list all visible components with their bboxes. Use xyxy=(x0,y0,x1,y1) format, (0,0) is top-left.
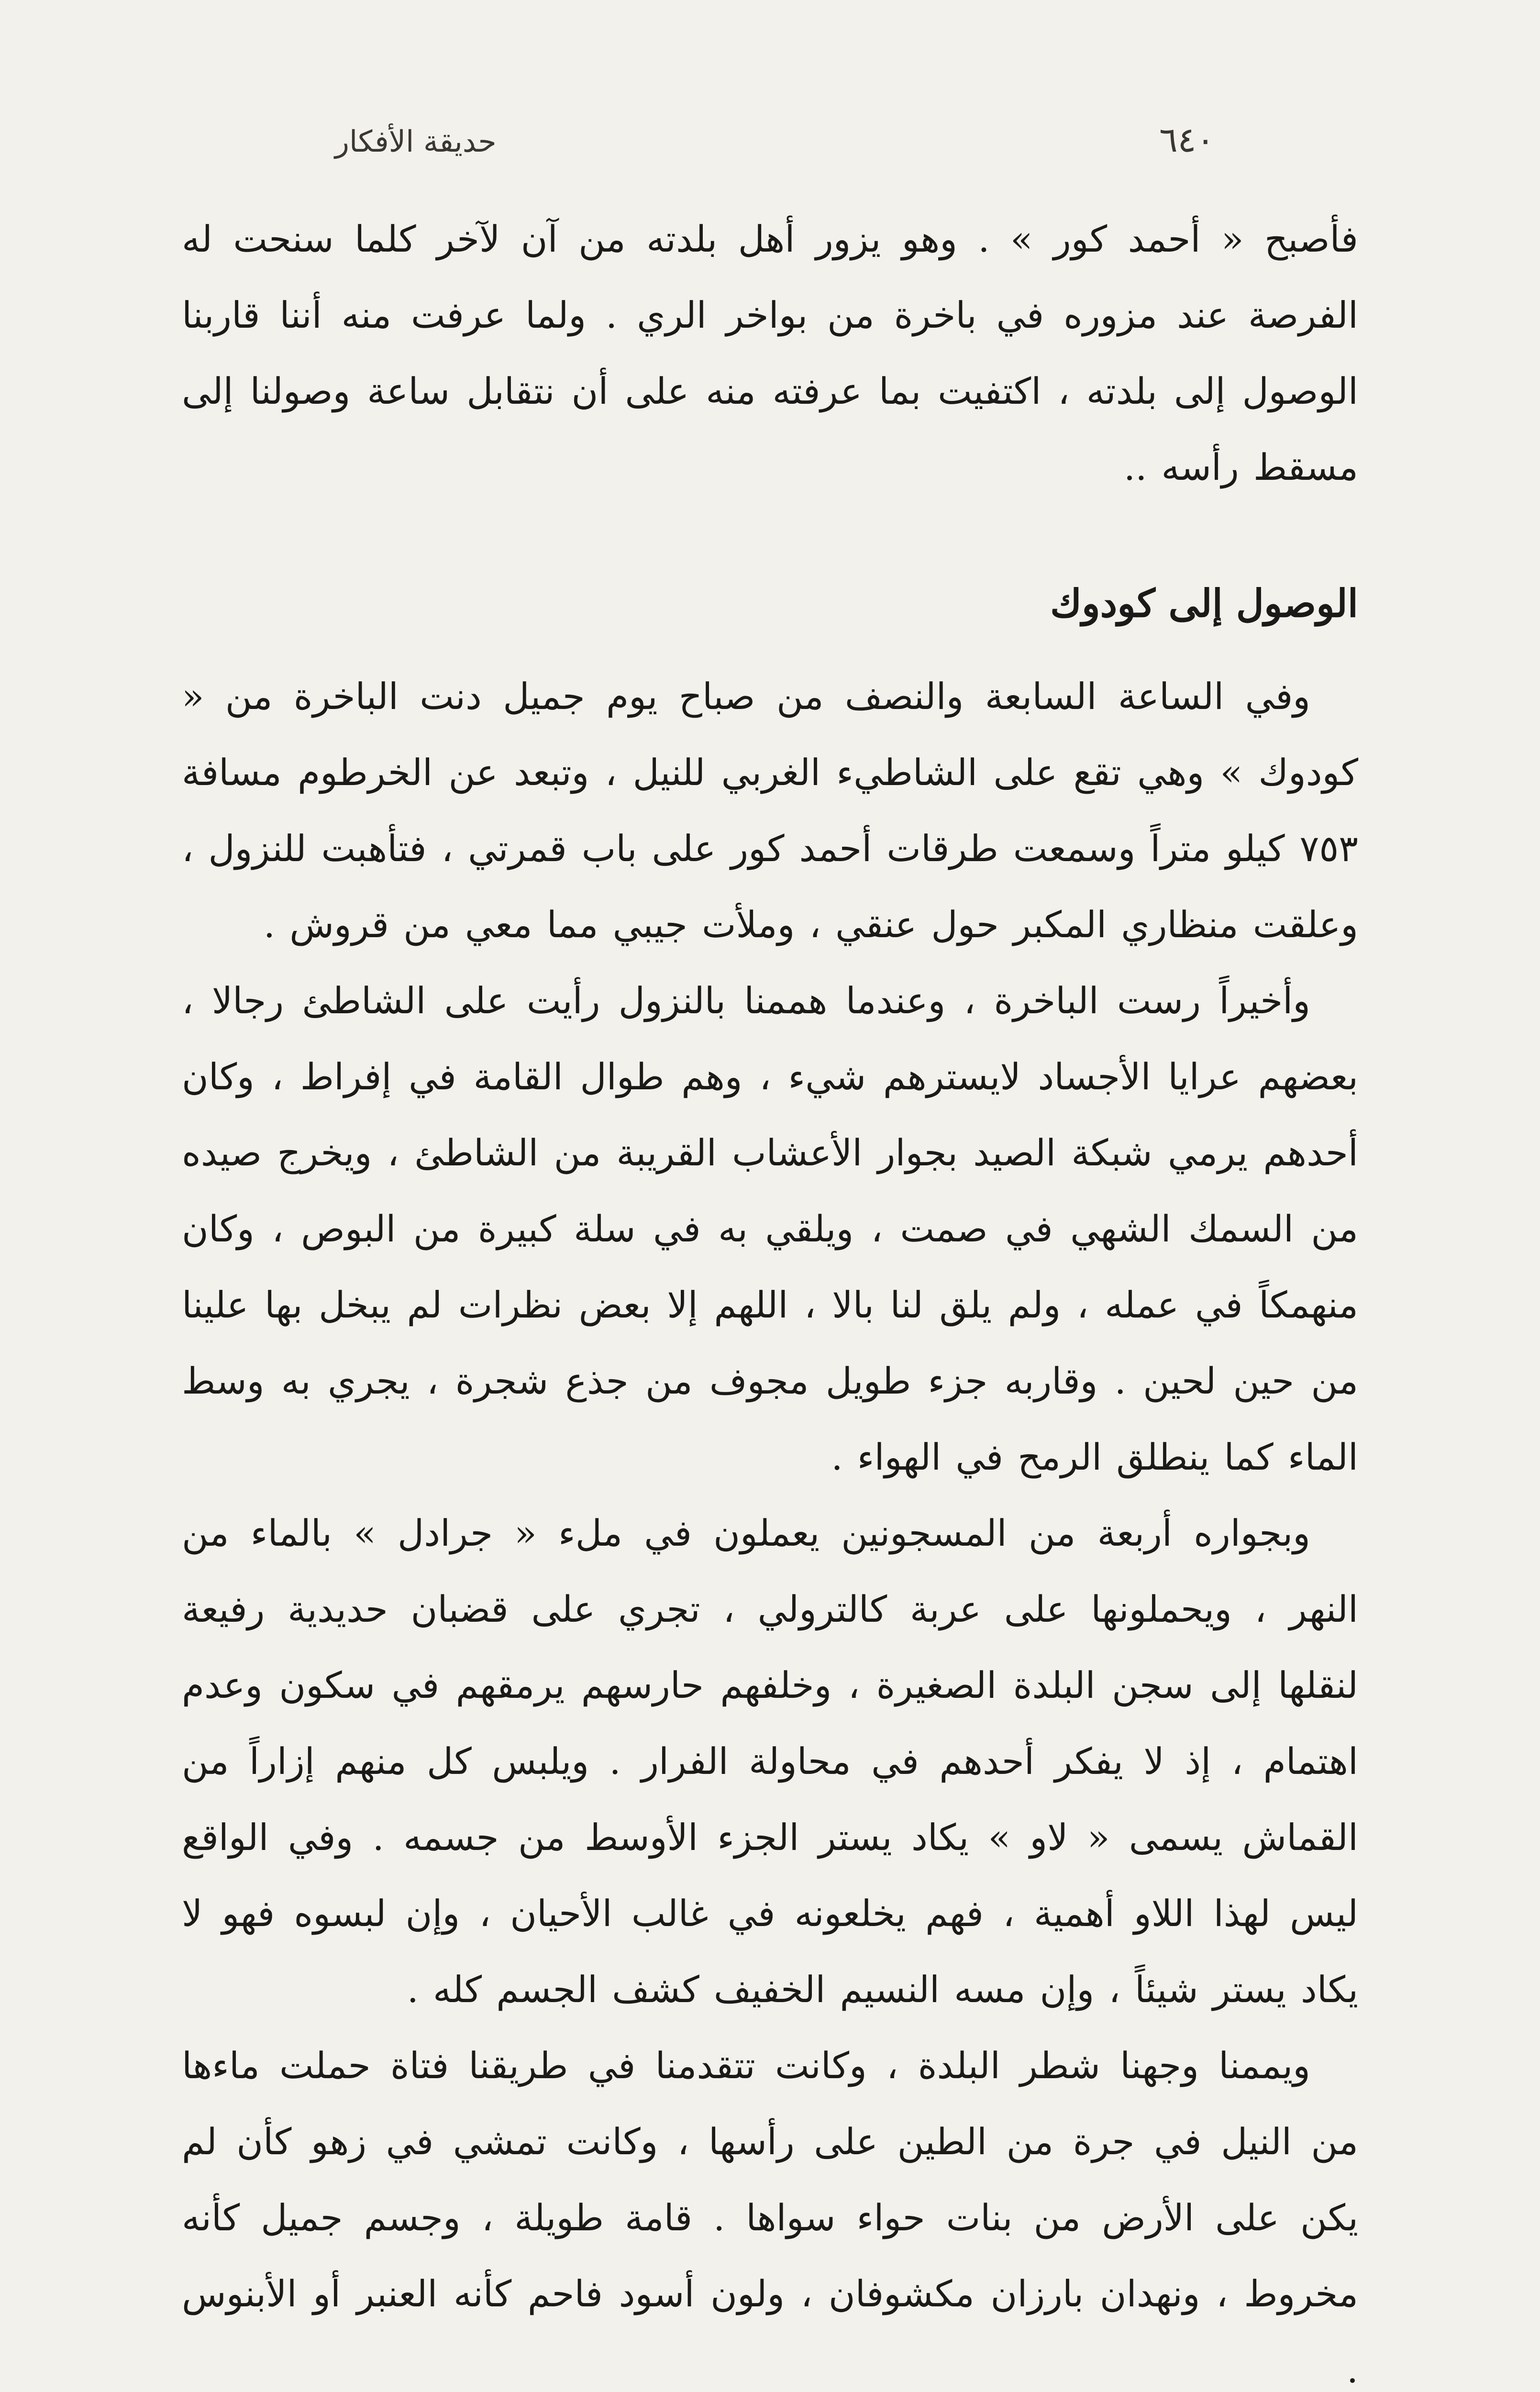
paragraph: وبجواره أربعة من المسجونين يعملون في ملء « جرادل » بالماء من النهر ، ويحملونها على عربة كالترولي ، تجري على قضبان حديدية رفيعة لنقلها إلى سجن البلدة الصغيرة ، وخلفهم حارسهم يرمقهم في سكون وعدم اهتمام ، إذ لا يفكر أحدهم في محاولة الفرار . ويلبس كل منهم إزاراً من القماش يسمى « لاو » يكاد يستر الجزء الأوسط من جسمه . وفي الواقع ليس لهذا اللاو أهمية ، فهم يخلعونه في غالب الأحيان ، وإن لبسوه فهو لا يكاد يستر شيئاً ، وإن مسه النسيم الخفيف كشف الجسم كله . xyxy=(182,1512,1358,2011)
page-number: ٦٤٠ xyxy=(1159,120,1215,160)
section-body xyxy=(182,658,1358,2392)
running-header xyxy=(335,120,1215,172)
running-title: حديقة الأفكار xyxy=(335,124,497,159)
intro-block xyxy=(182,201,1358,505)
paragraph: وأخيراً رست الباخرة ، وعندما هممنا بالنزول رأيت على الشاطئ رجالا ، بعضهم عرايا الأجساد لايسترهم شيء ، وهم طوال القامة في إفراط ، وكان أحدهم يرمي شبكة الصيد بجوار الأعشاب القريبة من الشاطئ ، ويخرج صيده من السمك الشهي في صمت ، ويلقي به في سلة كبيرة من البوص ، وكان منهمكاً في عمله ، ولم يلق لنا بالا ، اللهم إلا بعض نظرات لم يبخل بها علينا من حين لحين . وقاربه جزء طويل مجوف من جذع شجرة ، يجري به وسط الماء كما ينطلق الرمح في الهواء . xyxy=(182,979,1358,1478)
section-heading: الوصول إلى كودوك xyxy=(1050,581,1358,626)
paragraph: ويممنا وجهنا شطر البلدة ، وكانت تتقدمنا في طريقنا فتاة حملت ماءها من النيل في جرة من الطين على رأسها ، وكانت تمشي في زهو كأن لم يكن على الأرض من بنات حواء سواها . قامة طويلة ، وجسم جميل كأنه مخروط ، ونهدان بارزان مكشوفان ، ولون أسود فاحم كأنه العنبر أو الأبنوس . xyxy=(182,2044,1358,2391)
intro-paragraph: فأصبح « أحمد كور » . وهو يزور أهل بلدته من آن لآخر كلما سنحت له الفرصة عند مزوره في باخرة من بواخر الري . ولما عرفت منه أننا قاربنا الوصول إلى بلدته ، اكتفيت بما عرفته منه على أن نتقابل ساعة وصولنا إلى مسقط رأسه .. xyxy=(182,218,1358,488)
paragraph: وفي الساعة السابعة والنصف من صباح يوم جميل دنت الباخرة من « كودوك » وهي تقع على الشاطيء الغربي للنيل ، وتبعد عن الخرطوم مسافة ٧٥٣ كيلو متراً وسمعت طرقات أحمد كور على باب قمرتي ، فتأهبت للنزول ، وعلقت منظاري المكبر حول عنقي ، وملأت جيبي مما معي من قروش . xyxy=(182,675,1358,946)
